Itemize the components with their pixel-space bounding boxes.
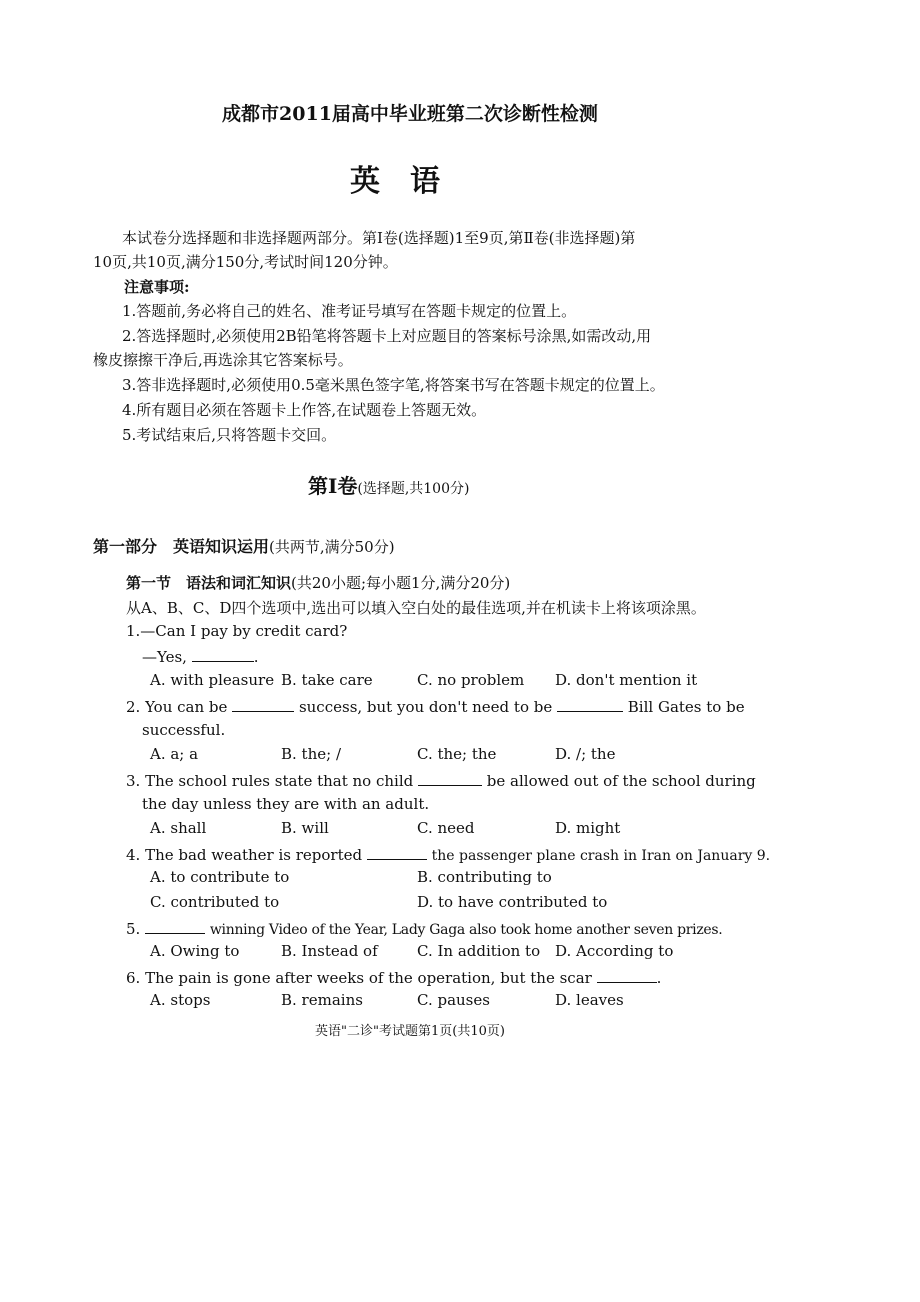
question-6-blank	[597, 967, 657, 983]
question-3-text-1: 3. The school rules state that no child	[126, 772, 414, 790]
question-6-text-1: 6. The pain is gone after weeks of the operation, but the scar	[126, 969, 592, 987]
question-3-stem	[126, 770, 756, 790]
question-2-option-a: A. a; a	[150, 745, 199, 763]
question-4-stem	[126, 844, 770, 864]
question-2-option-b: B. the; /	[281, 745, 341, 763]
volume-title: 第Ⅰ卷	[308, 474, 358, 498]
note-2b: 橡皮擦擦干净后,再选涂其它答案标号。	[93, 351, 353, 369]
question-4-option-d: D. to have contributed to	[417, 893, 608, 911]
question-4-blank	[367, 844, 427, 860]
part1-heading	[93, 534, 395, 557]
question-2-option-d: D. /; the	[555, 745, 616, 763]
question-1-option-c: C. no problem	[417, 671, 525, 689]
question-6-option-d: D. leaves	[555, 991, 624, 1009]
note-5: 5.考试结束后,只将答题卡交回。	[122, 426, 337, 444]
question-5-stem	[126, 918, 722, 938]
question-1-option-b: B. take care	[281, 671, 373, 689]
question-4-option-b: B. contributing to	[417, 868, 552, 886]
question-5-option-d: D. According to	[555, 942, 674, 960]
question-5-text-2: winning Video of the Year, Lady Gaga also took home another seven prizes.	[209, 922, 723, 938]
question-3-option-d: D. might	[555, 819, 621, 837]
question-3-option-b: B. will	[281, 819, 329, 837]
section1-title: 第一节 语法和词汇知识	[126, 574, 292, 592]
question-6-option-c: C. pauses	[417, 991, 490, 1009]
subject-title: 英语	[350, 164, 470, 199]
question-2-blank-1	[232, 696, 294, 712]
intro-line-1: 本试卷分选择题和非选择题两部分。第Ⅰ卷(选择题)1至9页,第Ⅱ卷(非选择题)第	[122, 229, 636, 247]
question-5-option-a: A. Owing to	[150, 942, 240, 960]
question-4-text-1: 4. The bad weather is reported	[126, 846, 363, 864]
question-2-text-2: success, but you don't need to be	[298, 698, 553, 716]
question-6-stem	[126, 967, 661, 987]
section1-subtitle: (共20小题;每小题1分,满分20分)	[291, 574, 511, 592]
question-6-text-2: .	[656, 969, 662, 987]
question-3-text-2: be allowed out of the school during	[486, 772, 756, 790]
question-1-option-d: D. don't mention it	[555, 671, 698, 689]
question-6-option-a: A. stops	[150, 991, 211, 1009]
question-3-option-a: A. shall	[150, 819, 207, 837]
question-6-option-b: B. remains	[281, 991, 363, 1009]
question-5-blank	[145, 918, 205, 934]
section1-heading	[126, 572, 510, 593]
question-4-option-c: C. contributed to	[150, 893, 280, 911]
question-4-text-2: the passenger plane crash in Iran on January 9.	[431, 848, 771, 864]
section1-instruction: 从A、B、C、D四个选项中,选出可以填入空白处的最佳选项,并在机读卡上将该项涂黑。	[126, 599, 706, 617]
note-2a: 2.答选择题时,必须使用2B铅笔将答题卡上对应题目的答案标号涂黑,如需改动,用	[122, 327, 652, 345]
question-4-option-a: A. to contribute to	[150, 868, 290, 886]
note-3: 3.答非选择题时,必须使用0.5毫米黑色签字笔,将答案书写在答题卡规定的位置上。	[122, 376, 665, 394]
question-1-reply-end: .	[253, 648, 259, 666]
question-1-option-a: A. with pleasure	[150, 671, 275, 689]
question-2-stem-cont: successful.	[142, 721, 226, 739]
question-1-reply-text: —Yes,	[142, 648, 187, 666]
question-1-reply	[142, 646, 259, 666]
volume-heading	[308, 470, 469, 499]
question-5-text-1: 5.	[126, 920, 141, 938]
question-2-option-c: C. the; the	[417, 745, 497, 763]
question-3-stem-cont: the day unless they are with an adult.	[142, 795, 430, 813]
question-5-option-b: B. Instead of	[281, 942, 378, 960]
question-5-option-c: C. In addition to	[417, 942, 541, 960]
part1-subtitle: (共两节,满分50分)	[269, 538, 395, 556]
volume-subtitle: (选择题,共100分)	[357, 481, 470, 497]
question-2-text-3: Bill Gates to be	[627, 698, 745, 716]
question-2-stem	[126, 696, 745, 716]
question-2-blank-2	[557, 696, 623, 712]
question-1-blank	[192, 646, 254, 662]
page-footer: 英语"二诊"考试题第1页(共10页)	[315, 1024, 505, 1039]
note-1: 1.答题前,务必将自己的姓名、准考证号填写在答题卡规定的位置上。	[122, 302, 577, 320]
question-1-stem: 1.—Can I pay by credit card?	[126, 622, 348, 640]
notes-heading: 注意事项:	[124, 278, 190, 296]
intro-line-2: 10页,共10页,满分150分,考试时间120分钟。	[93, 253, 398, 271]
exam-title: 成都市2011届高中毕业班第二次诊断性检测	[222, 103, 598, 125]
question-3-option-c: C. need	[417, 819, 475, 837]
question-3-blank	[418, 770, 482, 786]
question-2-text-1: 2. You can be	[126, 698, 228, 716]
part1-title: 第一部分 英语知识运用	[93, 537, 270, 556]
note-4: 4.所有题目必须在答题卡上作答,在试题卷上答题无效。	[122, 401, 487, 419]
